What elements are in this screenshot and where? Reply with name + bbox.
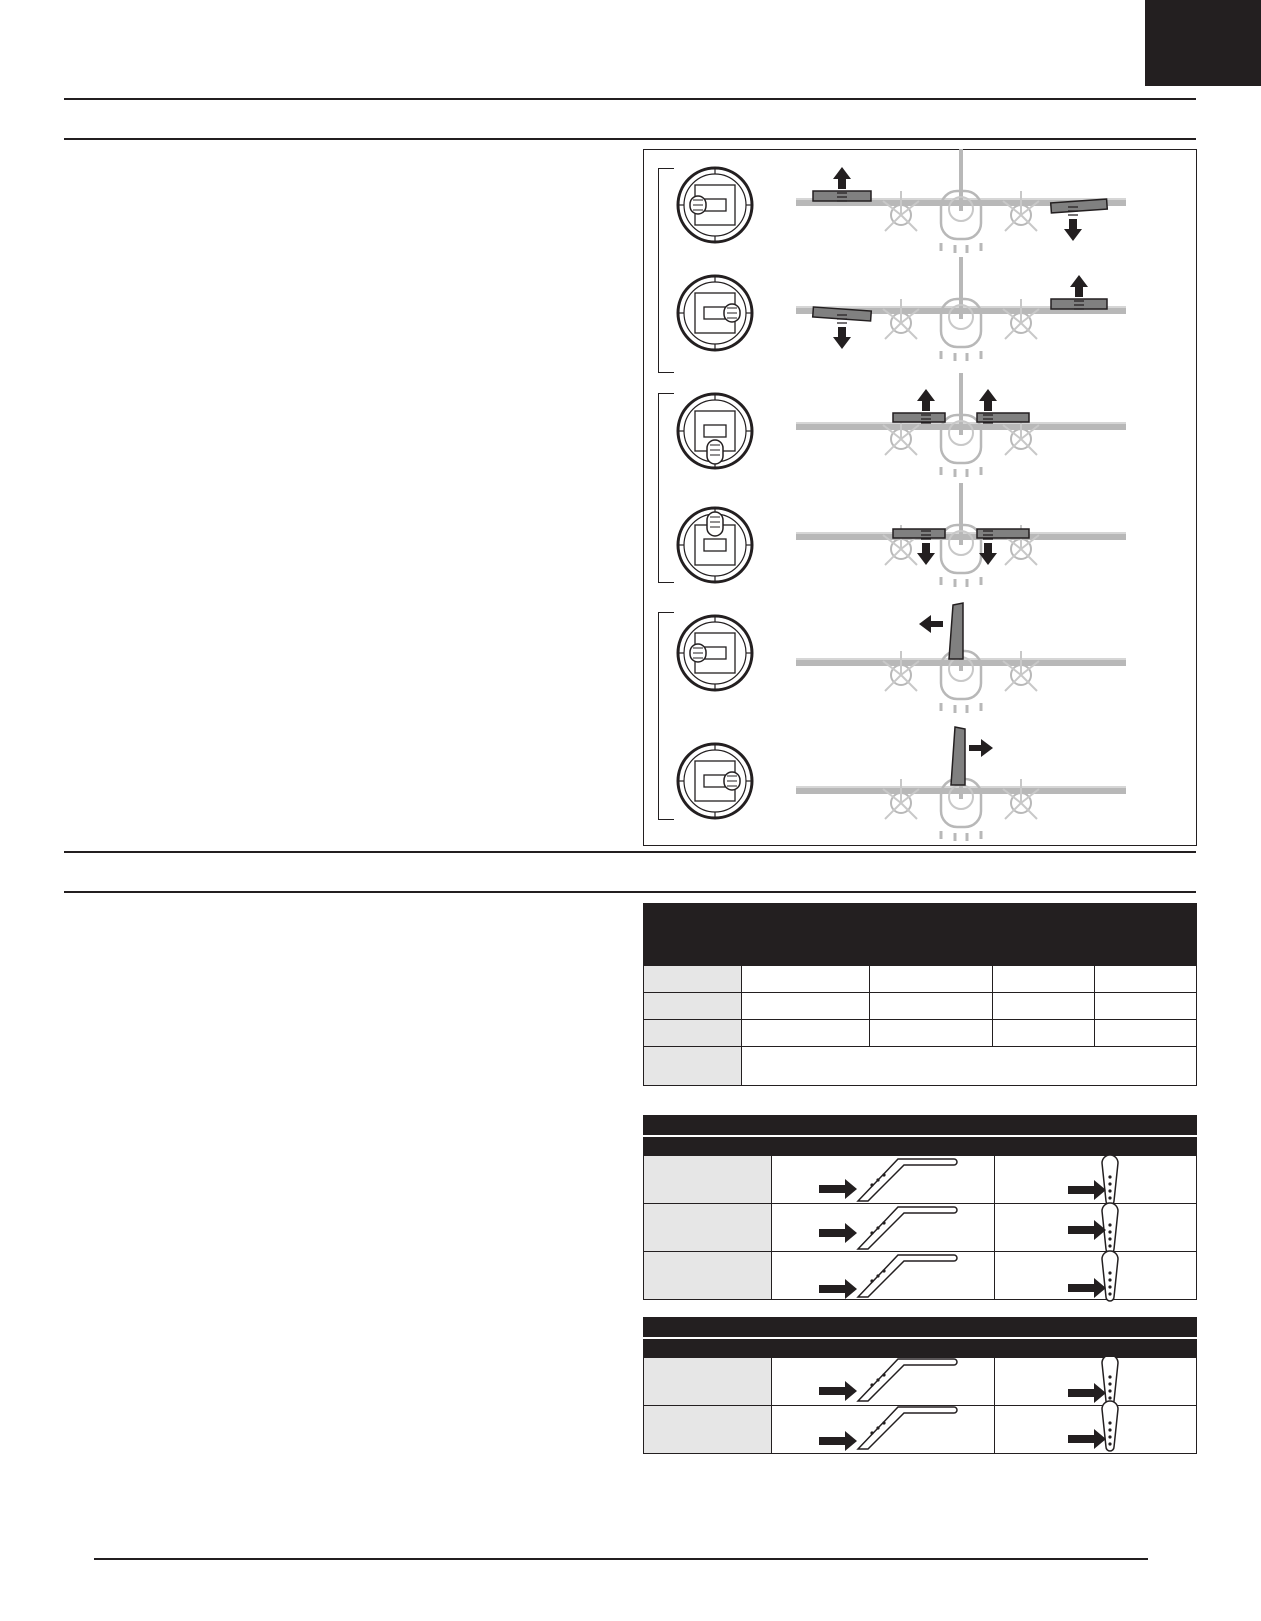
arrow-icon — [1068, 1278, 1106, 1298]
page-corner-tab — [1145, 0, 1261, 86]
settings-table — [643, 965, 1197, 1086]
arrow-icon — [819, 1179, 857, 1199]
servo-arm-icon — [1102, 1155, 1118, 1205]
arrow-icon — [1068, 1383, 1106, 1403]
servo-arm-icon — [1102, 1251, 1118, 1301]
section-rule-bottom — [64, 138, 1196, 140]
rudder-left — [949, 603, 963, 659]
elevator-left-down — [893, 529, 945, 538]
row-label — [644, 1047, 742, 1086]
table-cell — [869, 993, 993, 1020]
aircraft-front-view-icon — [796, 483, 1126, 587]
section-rule-bottom-2 — [64, 891, 1196, 893]
footer-rule — [94, 1558, 1148, 1560]
row-label — [644, 966, 742, 993]
table-cell — [993, 993, 1095, 1020]
servo-arm-icon — [1102, 1203, 1118, 1253]
arrow-icon — [1068, 1180, 1106, 1200]
table-cell — [1095, 1020, 1197, 1047]
arrow-icon — [819, 1223, 857, 1243]
row-label — [644, 993, 742, 1020]
table-cell — [993, 1020, 1095, 1047]
control-horn-icon — [858, 1207, 957, 1249]
linkage-illustrations-2 — [643, 1357, 1197, 1457]
table-cell — [741, 966, 869, 993]
rudder-right — [951, 727, 965, 785]
control-horn-icon — [858, 1255, 957, 1297]
arrow-icon — [819, 1279, 857, 1299]
table-cell — [741, 1020, 869, 1047]
stick-rudder-left — [678, 616, 752, 690]
table-cell — [1095, 966, 1197, 993]
elevator-right-up — [977, 413, 1029, 422]
table-cell — [741, 993, 869, 1020]
table-row — [644, 966, 1197, 993]
linkage-table-1-headers — [643, 1137, 1197, 1155]
stick-elevator-back — [678, 394, 752, 468]
elevator-left-up — [893, 413, 945, 422]
stick-rudder-right — [678, 744, 752, 818]
table-cell — [993, 966, 1095, 993]
table-row — [644, 993, 1197, 1020]
row-label — [644, 1020, 742, 1047]
table-cell — [869, 1020, 993, 1047]
table-row — [644, 1020, 1197, 1047]
table-cell — [869, 966, 993, 993]
linkage-table-1-title — [643, 1115, 1197, 1135]
arrow-icon — [1068, 1429, 1106, 1449]
table-row — [644, 1047, 1197, 1086]
control-horn-icon — [858, 1159, 957, 1201]
table-cell — [1095, 993, 1197, 1020]
stick-elevator-forward — [678, 508, 752, 582]
arrow-icon — [819, 1381, 857, 1401]
servo-arm-icon — [1102, 1401, 1118, 1451]
control-test-drawing — [643, 149, 1197, 846]
control-horn-icon — [858, 1359, 957, 1401]
stick-aileron-right — [678, 276, 752, 350]
aircraft-front-view-icon — [796, 373, 1126, 477]
section-rule-top — [64, 98, 1196, 100]
arrow-icon — [919, 615, 943, 633]
elevator-right-down — [977, 529, 1029, 538]
servo-arm-icon — [1102, 1357, 1118, 1405]
control-horn-icon — [858, 1407, 957, 1449]
arrow-icon — [819, 1431, 857, 1451]
stick-aileron-left — [678, 168, 752, 242]
section-rule-top-2 — [64, 851, 1196, 853]
arrow-icon — [1068, 1220, 1106, 1240]
settings-table-header — [643, 903, 1197, 965]
arrow-icon — [969, 739, 993, 757]
note-cell — [741, 1047, 1196, 1086]
